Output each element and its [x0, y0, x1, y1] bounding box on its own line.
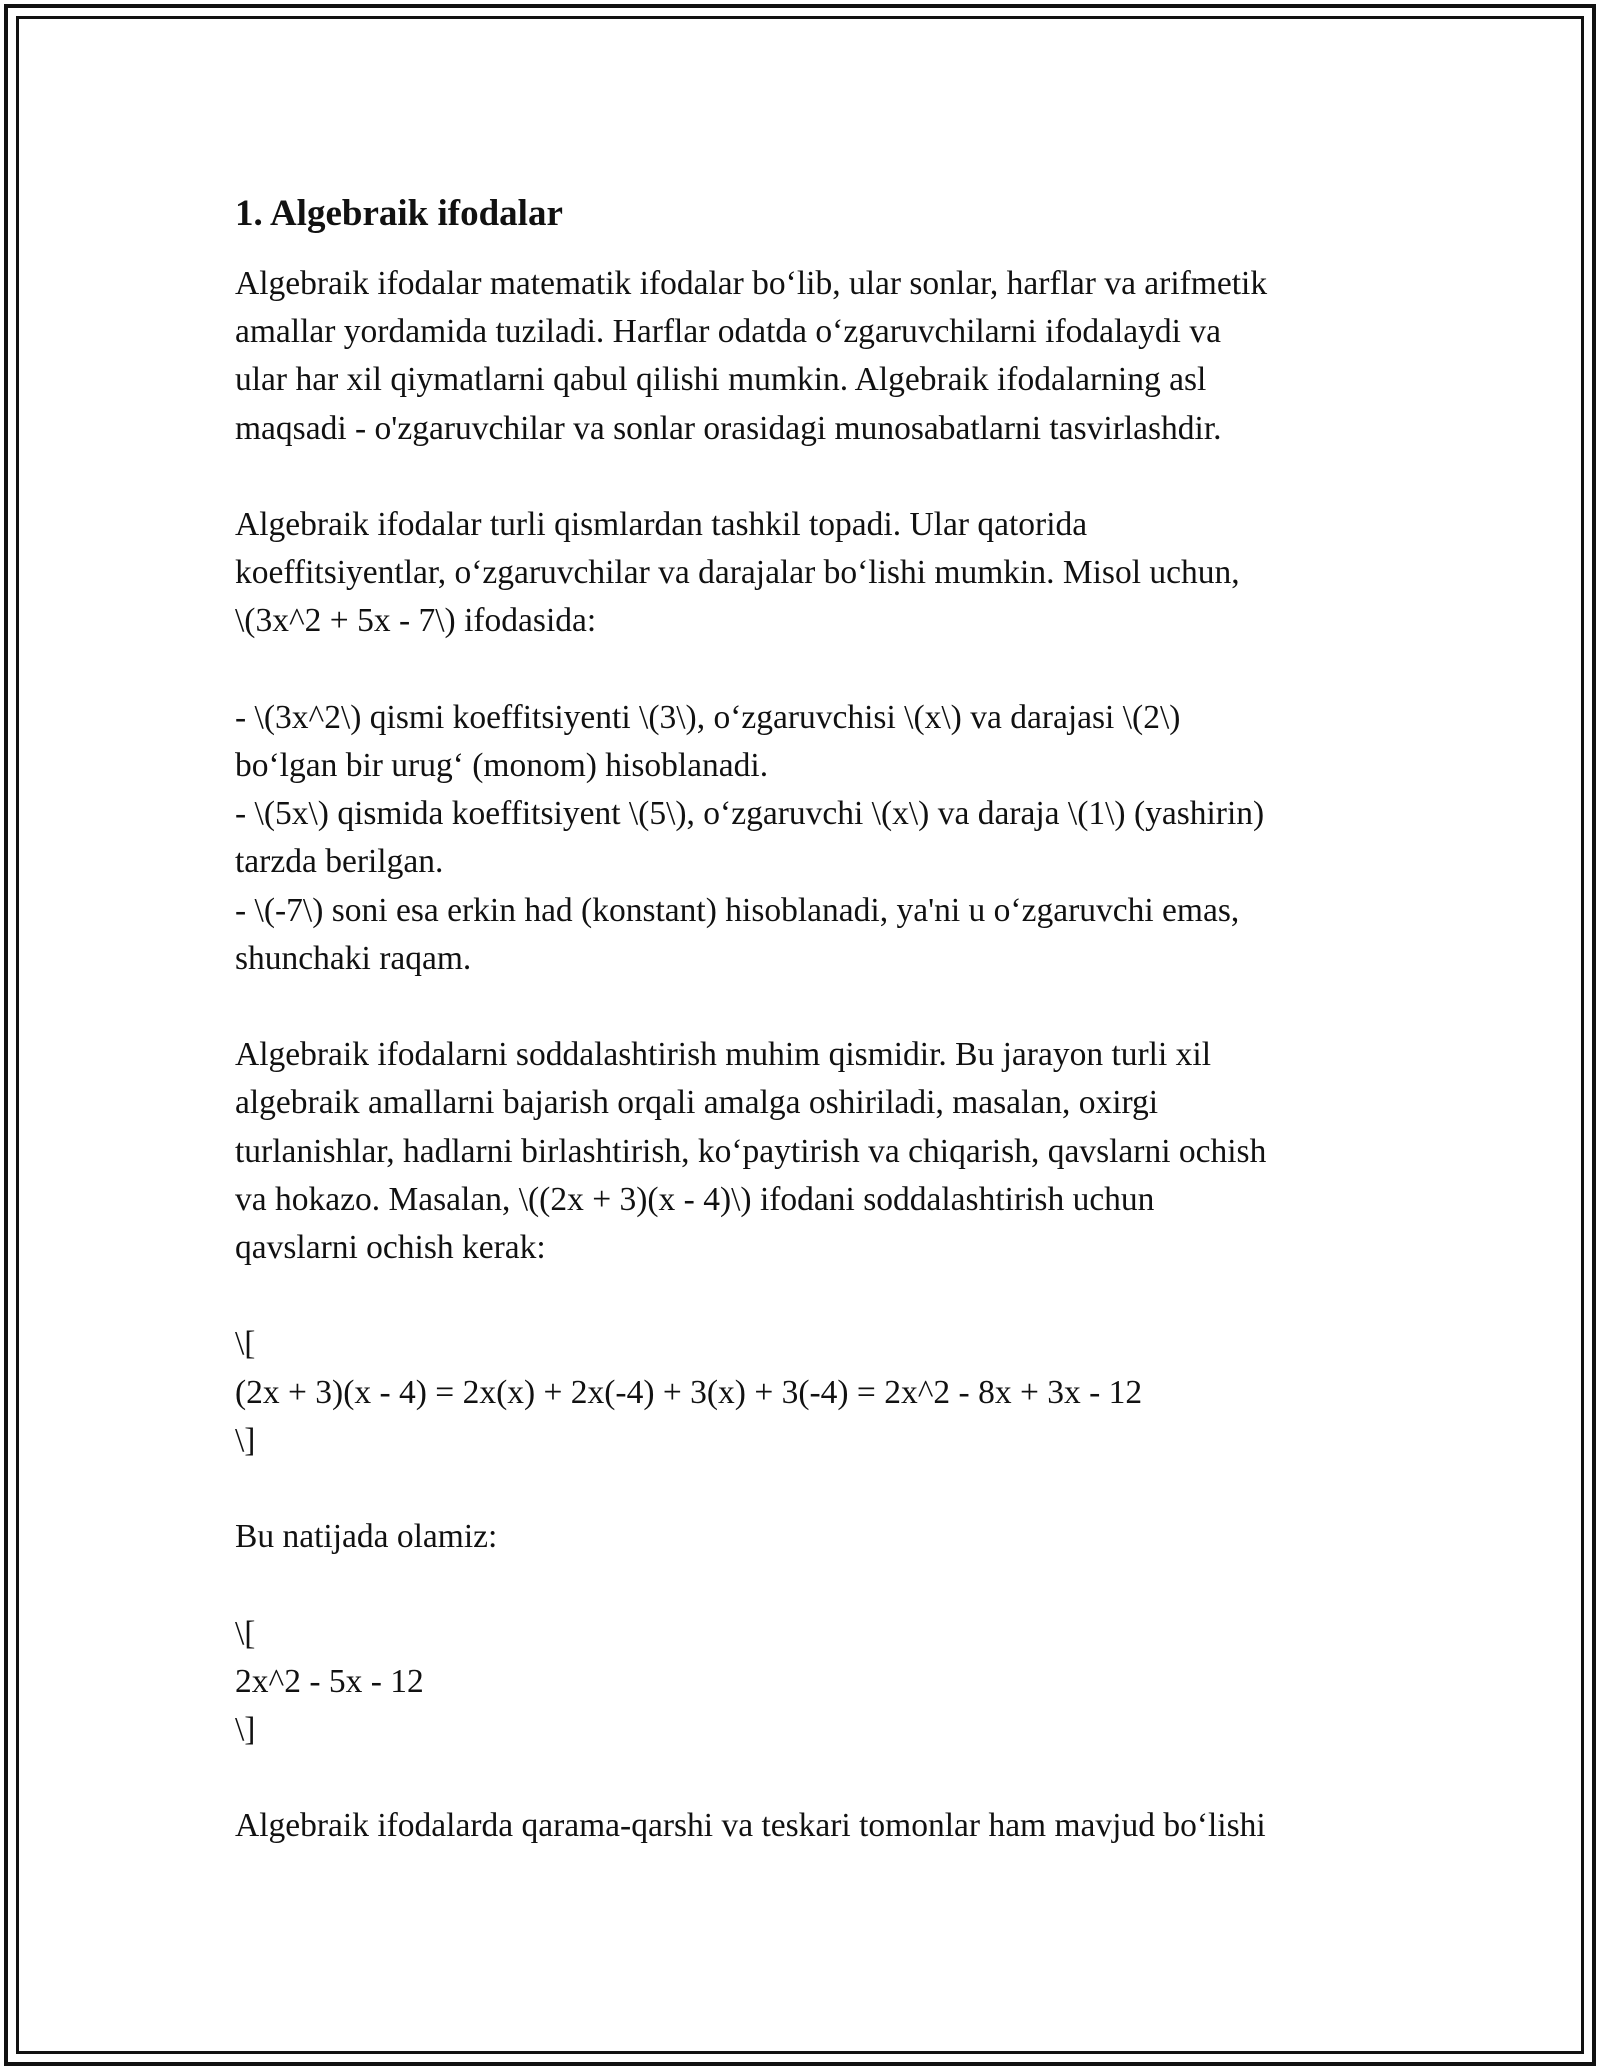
- text-line: Algebraik ifodalarda qarama-qarshi va teskari tomonlar ham mavjud bo‘lishi: [235, 1807, 1266, 1845]
- equation-delimiter: \[: [235, 1614, 256, 1652]
- text-line: Bu natijada olamiz:: [235, 1518, 498, 1556]
- list-item: tarzda berilgan.: [235, 843, 444, 881]
- equation-delimiter: \]: [235, 1421, 256, 1459]
- document-body: [235, 188, 1385, 1851]
- paragraph-definition: [235, 260, 1385, 453]
- text-line: va hokazo. Masalan, \((2x + 3)(x - 4)\) ifodani soddalashtirish uchun: [235, 1180, 1155, 1218]
- text-line: turlanishlar, hadlarni birlashtirish, ko‘paytirish va chiqarish, qavslarni ochish: [235, 1132, 1267, 1170]
- section-title: 1. Algebraik ifodalar: [235, 193, 563, 234]
- spacer: [235, 1272, 1385, 1320]
- text-line: koeffitsiyentlar, o‘zgaruvchilar va darajalar bo‘lishi mumkin. Misol uchun,: [235, 554, 1240, 592]
- list-item: - \(3x^2\) qismi koeffitsiyenti \(3\), o‘zgaruvchisi \(x\) va darajasi \(2\): [235, 698, 1181, 736]
- text-line: \(3x^2 + 5x - 7\) ifodasida:: [235, 602, 597, 640]
- spacer: [235, 453, 1385, 501]
- equation-delimiter: \]: [235, 1711, 256, 1748]
- spacer: [235, 646, 1385, 694]
- spacer: [235, 1465, 1385, 1513]
- text-line: qavslarni ochish kerak:: [235, 1229, 546, 1267]
- list-item: shunchaki raqam.: [235, 939, 472, 977]
- term-list: [235, 694, 1385, 983]
- equation-line: (2x + 3)(x - 4) = 2x(x) + 2x(-4) + 3(x) + 3(-4) = 2x^2 - 8x + 3x - 12: [235, 1373, 1143, 1411]
- paragraph-simplification: [235, 1031, 1385, 1272]
- text-line: amallar yordamida tuziladi. Harflar odatda o‘zgaruvchilarni ifodalaydi va: [235, 313, 1221, 351]
- equation-expansion: [235, 1320, 1385, 1465]
- list-item: bo‘lgan bir urug‘ (monom) hisoblanadi.: [235, 747, 769, 784]
- text-line: maqsadi - o'zgaruvchilar va sonlar orasidagi munosabatlarni tasvirlashdir.: [235, 409, 1222, 447]
- text-line: Algebraik ifodalar turli qismlardan tashkil topadi. Ular qatorida: [235, 506, 1088, 543]
- paragraph-parts: [235, 501, 1385, 646]
- paragraph-opposites: [235, 1802, 1385, 1850]
- text-line: Algebraik ifodalar matematik ifodalar bo‘lib, ular sonlar, harflar va arifmetik: [235, 265, 1268, 302]
- text-line: algebraik amallarni bajarish orqali amalga oshiriladi, masalan, oxirgi: [235, 1084, 1159, 1122]
- spacer: [235, 1754, 1385, 1802]
- spacer: [235, 983, 1385, 1031]
- list-item: - \(5x\) qismida koeffitsiyent \(5\), o‘zgaruvchi \(x\) va daraja \(1\) (yashirin): [235, 795, 1265, 833]
- text-line: ular har xil qiymatlarni qabul qilishi mumkin. Algebraik ifodalarning asl: [235, 361, 1207, 399]
- equation-delimiter: \[: [235, 1325, 256, 1363]
- spacer: [235, 1561, 1385, 1609]
- equation-result: [235, 1610, 1385, 1755]
- spacer: [235, 240, 1385, 260]
- text-line: Algebraik ifodalarni soddalashtirish muhim qismidir. Bu jarayon turli xil: [235, 1036, 1212, 1074]
- list-item: - \(-7\) soni esa erkin had (konstant) hisoblanadi, ya'ni u o‘zgaruvchi emas,: [235, 891, 1240, 929]
- paragraph-result: [235, 1513, 1385, 1561]
- equation-line: 2x^2 - 5x - 12: [235, 1662, 424, 1700]
